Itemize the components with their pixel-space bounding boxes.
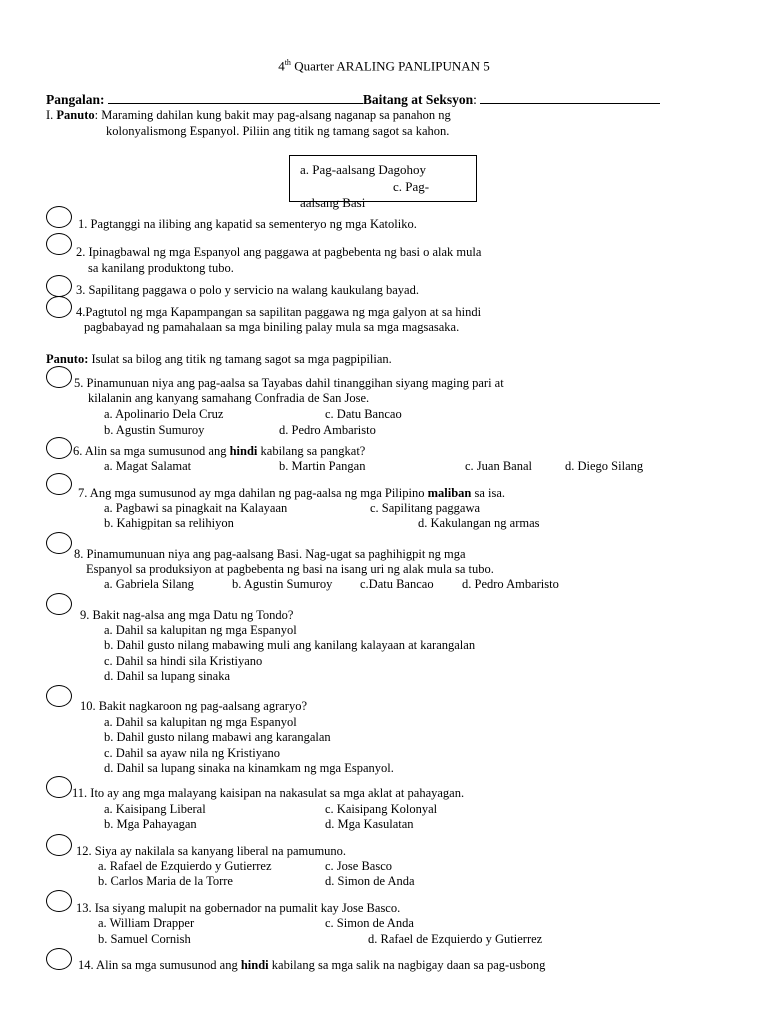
- part2-instruction-text: Isulat sa bilog ang titik ng tamang sagot sa mga pagpipilian.: [88, 352, 392, 366]
- part2-label: Panuto:: [46, 352, 89, 366]
- q7-option-b: b. Kahigpitan sa relihiyon: [104, 516, 234, 530]
- q14-stem-post: kabilang sa mga salik na nagbigay daan sa pag-usbong: [268, 958, 546, 972]
- q10-option-c: c. Dahil sa ayaw nila ng Kristiyano: [104, 746, 280, 760]
- q8-stem-line2: Espanyol sa produksiyon at pagbebenta ng basi na isang uri ng alak mula sa tubo.: [86, 562, 494, 576]
- page-title: [0, 58, 768, 74]
- q13-option-d: d. Rafael de Ezquierdo y Gutierrez: [368, 932, 543, 946]
- answer-circle-5[interactable]: [46, 366, 72, 388]
- q5-option-a: a. Apolinario Dela Cruz: [104, 407, 224, 421]
- answer-circle-11[interactable]: [46, 776, 72, 798]
- q9-option-d: d. Dahil sa lupang sinaka: [104, 669, 231, 683]
- part1-instruction: [46, 108, 451, 123]
- q6-stem-pre: 6. Alin sa mga sumusunod ang: [73, 444, 230, 458]
- q12-option-a: a. Rafael de Ezquierdo y Gutierrez: [98, 859, 272, 873]
- item-2-line2: sa kanilang produktong tubo.: [88, 261, 234, 275]
- answer-circle-2[interactable]: [46, 233, 72, 255]
- q9-option-b: b. Dahil gusto nilang mabawing muli ang kanilang kalayaan at karangalan: [104, 638, 476, 652]
- name-label: Pangalan:: [46, 92, 108, 107]
- q5-option-b: b. Agustin Sumuroy: [104, 423, 205, 437]
- q6-stem-bold: hindi: [229, 444, 258, 458]
- answer-circle-13[interactable]: [46, 890, 72, 912]
- q6-option-c: c. Juan Banal: [465, 459, 532, 473]
- q8-option-b: b. Agustin Sumuroy: [232, 577, 333, 591]
- item-4-line1: 4.Pagtutol ng mga Kapampangan sa sapilitan paggawa ng mga galyon at sa hindi: [76, 305, 482, 319]
- answer-circle-10[interactable]: [46, 685, 72, 707]
- q9-option-c: c. Dahil sa hindi sila Kristiyano: [104, 654, 263, 668]
- box-choice-c: c. Pag-: [393, 179, 430, 194]
- q13-option-b: b. Samuel Cornish: [98, 932, 191, 946]
- q9-option-a: a. Dahil sa kalupitan ng mga Espanyol: [104, 623, 297, 637]
- quarter-number: 4: [278, 58, 285, 74]
- q5-option-c: c. Datu Bancao: [325, 407, 402, 421]
- box-choice-cut: aalsang Basi: [300, 195, 366, 210]
- q7-stem-post: sa isa.: [471, 486, 506, 500]
- name-field[interactable]: [108, 102, 363, 104]
- q10-option-d: d. Dahil sa lupang sinaka na kinamkam ng mga Espanyol.: [104, 761, 394, 775]
- grade-label: Baitang at Seksyon: [362, 92, 474, 107]
- box-choice-a: a. Pag-aalsang Dagohoy: [300, 162, 426, 177]
- q11-stem: 11. Ito ay ang mga malayang kaisipan na nakasulat sa mga aklat at pahayagan.: [72, 786, 465, 800]
- q14-stem-pre: 14. Alin sa mga sumusunod ang: [78, 958, 241, 972]
- answer-circle-6[interactable]: [46, 437, 72, 459]
- q7-option-d: d. Kakulangan ng armas: [418, 516, 540, 530]
- item-1-text: 1. Pagtanggi na ilibing ang kapatid sa sementeryo ng mga Katoliko.: [78, 217, 417, 231]
- q8-option-a: a. Gabriela Silang: [104, 577, 194, 591]
- item-3-text: 3. Sapilitang paggawa o polo y servicio na walang kaukulang bayad.: [76, 283, 419, 297]
- q11-option-d: d. Mga Kasulatan: [325, 817, 414, 831]
- part2-instruction: [46, 352, 392, 367]
- q10-option-b: b. Dahil gusto nilang mabawi ang karangalan: [104, 730, 331, 744]
- item-2-line1: 2. Ipinagbawal ng mga Espanyol ang paggawa at pagbebenta ng basi o alak mula: [76, 245, 482, 259]
- q7-option-a: a. Pagbawi sa pinagkait na Kalayaan: [104, 501, 288, 515]
- answer-circle-3[interactable]: [46, 275, 72, 297]
- q12-stem: 12. Siya ay nakilala sa kanyang liberal na pamumuno.: [76, 844, 347, 858]
- q11-option-a: a. Kaisipang Liberal: [104, 802, 206, 816]
- q11-option-b: b. Mga Pahayagan: [104, 817, 197, 831]
- q12-option-b: b. Carlos Maria de la Torre: [98, 874, 233, 888]
- answer-circle-4[interactable]: [46, 296, 72, 318]
- q13-stem: 13. Isa siyang malupit na gobernador na pumalit kay Jose Basco.: [76, 901, 401, 915]
- q10-option-a: a. Dahil sa kalupitan ng mga Espanyol: [104, 715, 297, 729]
- q12-option-d: d. Simon de Anda: [325, 874, 415, 888]
- q13-option-a: a. William Drapper: [98, 916, 195, 930]
- grade-field[interactable]: [480, 102, 660, 104]
- answer-circle-9[interactable]: [46, 593, 72, 615]
- q6-option-d: d. Diego Silang: [565, 459, 644, 473]
- choices-box: [289, 155, 477, 210]
- q14-stem-bold: hindi: [240, 958, 269, 972]
- q13-option-c: c. Simon de Anda: [325, 916, 414, 930]
- q6-option-a: a. Magat Salamat: [104, 459, 192, 473]
- part1-instruction-text: : Maraming dahilan kung bakit may pag-alsang naganap sa panahon ng: [94, 108, 451, 122]
- q8-option-c: c.Datu Bancao: [360, 577, 434, 591]
- q14-stem: [78, 958, 545, 973]
- quarter-ordinal: th: [284, 58, 291, 67]
- q7-stem-bold: maliban: [427, 486, 472, 500]
- q7-stem: [78, 486, 505, 501]
- q8-stem-line1: 8. Pinamumunuan niya ang pag-aalsang Basi. Nag-ugat sa paghihigpit ng mga: [74, 547, 466, 561]
- q5-stem-line2: kilalanin ang kanyang samahang Confradia de San Jose.: [88, 391, 370, 405]
- answer-circle-8[interactable]: [46, 532, 72, 554]
- q5-stem-line1: 5. Pinamunuan niya ang pag-aalsa sa Tayabas dahil tinanggihan siyang maging pari at: [74, 376, 504, 390]
- answer-circle-12[interactable]: [46, 834, 72, 856]
- part1-label: Panuto: [56, 108, 95, 122]
- q9-stem: 9. Bakit nag-alsa ang mga Datu ng Tondo?: [80, 608, 294, 622]
- q7-stem-pre: 7. Ang mga sumusunod ay mga dahilan ng pag-aalsa ng mga Pilipino: [78, 486, 428, 500]
- q10-stem: 10. Bakit nagkaroon ng pag-aalsang agraryo?: [80, 699, 308, 713]
- item-4-line2: pagbabayad ng pamahalaan sa mga biniling palay mula sa mga magsasaka.: [84, 320, 460, 334]
- q6-stem-post: kabilang sa pangkat?: [257, 444, 366, 458]
- q6-option-b: b. Martin Pangan: [279, 459, 366, 473]
- answer-circle-7[interactable]: [46, 473, 72, 495]
- q6-stem: [73, 444, 365, 459]
- title-text: Quarter ARALING PANLIPUNAN 5: [290, 58, 490, 74]
- q5-option-d: d. Pedro Ambaristo: [279, 423, 376, 437]
- part1-instruction-line2: kolonyalismong Espanyol. Piliin ang titik ng tamang sagot sa kahon.: [106, 124, 450, 138]
- q8-option-d: d. Pedro Ambaristo: [462, 577, 559, 591]
- name-grade-line: [46, 92, 660, 108]
- answer-circle-14[interactable]: [46, 948, 72, 970]
- q7-option-c: c. Sapilitang paggawa: [370, 501, 481, 515]
- grade-colon: :: [473, 92, 481, 107]
- part1-roman: I.: [46, 108, 57, 122]
- q11-option-c: c. Kaisipang Kolonyal: [325, 802, 438, 816]
- q12-option-c: c. Jose Basco: [325, 859, 392, 873]
- answer-circle-1[interactable]: [46, 206, 72, 228]
